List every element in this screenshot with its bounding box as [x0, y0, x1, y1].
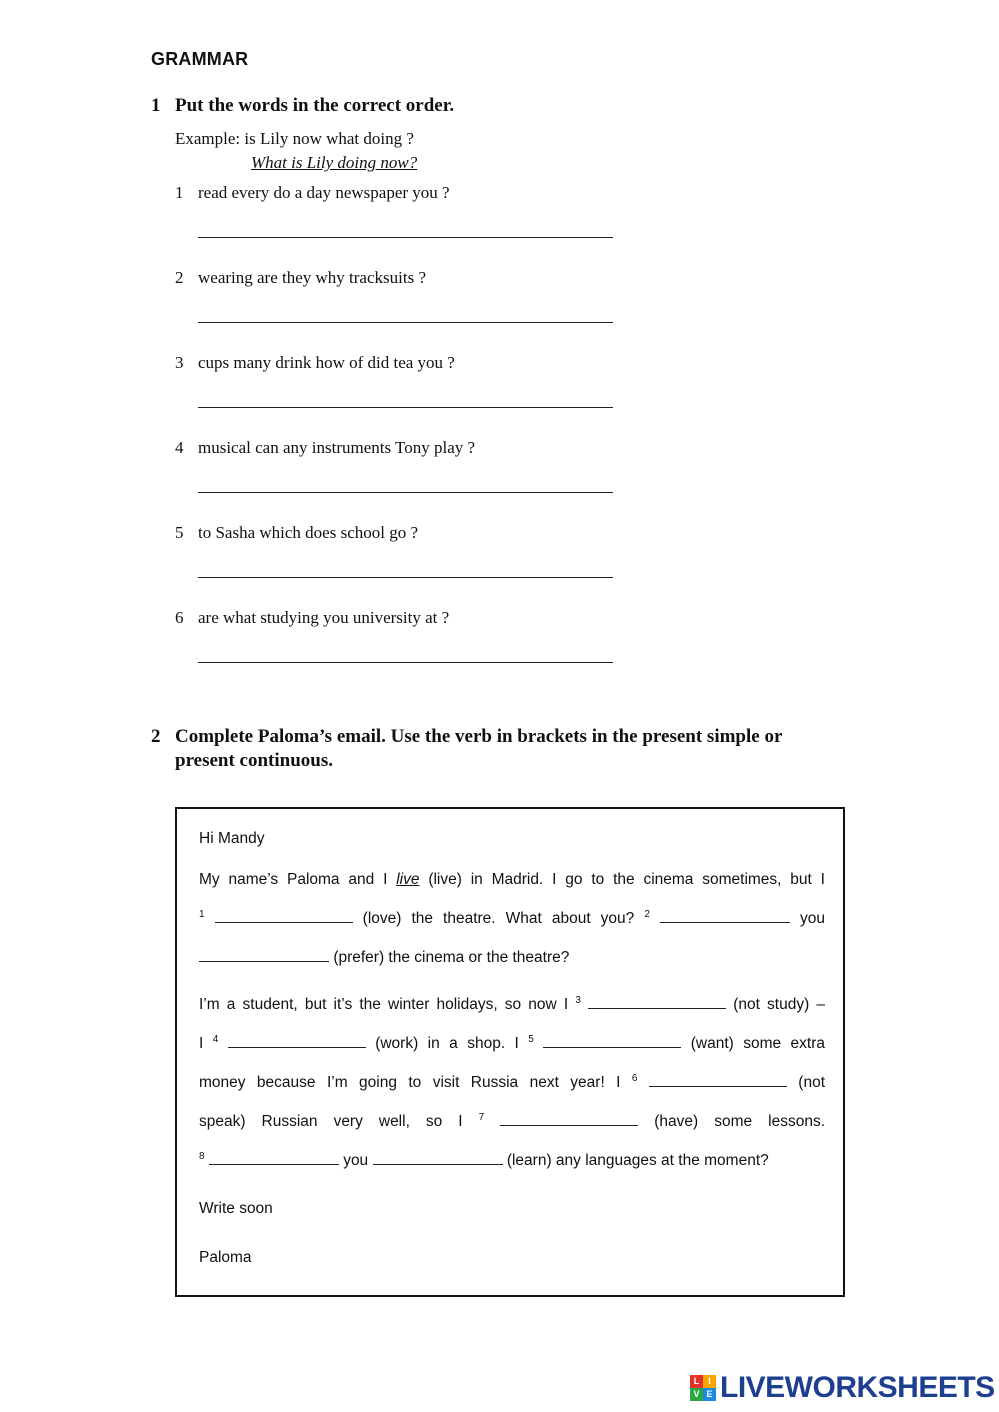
- email-text: (not: [798, 1074, 826, 1091]
- email-line: [199, 985, 825, 1024]
- email-line: [199, 1141, 825, 1180]
- email-closing: [199, 1189, 825, 1228]
- email-line: [199, 938, 825, 977]
- email-text: (have) some lessons.: [654, 1113, 826, 1130]
- live-mark-letter: V: [690, 1388, 703, 1401]
- question-number: 5: [175, 523, 184, 542]
- email-text: (prefer) the cinema or the theatre?: [333, 949, 570, 966]
- liveworksheets-logo: [690, 1371, 995, 1405]
- email-text: (live) in Madrid. I go to the cinema sometimes, but I: [428, 871, 825, 888]
- gap-number: 5: [528, 1034, 534, 1045]
- question-words: read every do a day newspaper you ?: [198, 183, 450, 202]
- question-words: musical can any instruments Tony play ?: [198, 438, 476, 457]
- question-number: 6: [175, 608, 184, 627]
- gap-4-blank[interactable]: [228, 1033, 366, 1048]
- question-item: [175, 523, 635, 593]
- gap-number: 4: [212, 1034, 219, 1045]
- email-text: (want) some extra: [690, 1035, 826, 1052]
- signature-text: Paloma: [199, 1249, 252, 1266]
- email-line: [199, 1102, 825, 1141]
- closing-text: Write soon: [199, 1200, 273, 1217]
- answer-line[interactable]: [198, 662, 613, 663]
- email-line: [199, 899, 825, 938]
- email-text: (work) in a shop. I: [375, 1035, 519, 1052]
- question-words: to Sasha which does school go ?: [198, 523, 419, 542]
- example-prompt: Example: is Lily now what doing ?: [175, 129, 414, 148]
- question-words: wearing are they why tracksuits ?: [198, 268, 426, 287]
- email-box: [175, 807, 845, 1297]
- exercise-2-instruction-line2: present continuous.: [175, 750, 334, 771]
- exercise-2-number: 2: [151, 726, 161, 747]
- email-line: [199, 860, 825, 899]
- logo-text: LIVEWORKSHEETS: [720, 1371, 995, 1404]
- gap-number: 6: [631, 1073, 638, 1084]
- email-text: you: [343, 1152, 369, 1169]
- email-paragraph-2: [199, 985, 825, 1180]
- gap-8b-blank[interactable]: [373, 1150, 503, 1165]
- exercise-1-title: [151, 95, 454, 117]
- email-greeting: [199, 819, 825, 858]
- answer-line[interactable]: [198, 407, 613, 408]
- exercise-2-instruction-line1: Complete Paloma’s email. Use the verb in brackets in the present simple or: [175, 726, 783, 747]
- gap-7-blank[interactable]: [500, 1111, 638, 1126]
- live-mark-letter: I: [703, 1375, 716, 1388]
- live-mark-letter: E: [703, 1388, 716, 1401]
- gap-number: 2: [644, 909, 650, 920]
- question-item: [175, 183, 635, 253]
- email-line: [199, 1024, 825, 1063]
- example-answer: What is Lily doing now?: [251, 153, 418, 172]
- question-words: are what studying you university at ?: [198, 608, 450, 627]
- question-item: [175, 268, 635, 338]
- email-text: My name’s Paloma and I: [199, 871, 388, 888]
- live-mark-icon: [690, 1375, 716, 1401]
- exercise-1-number: 1: [151, 95, 161, 116]
- exercise-1-instruction: Put the words in the correct order.: [175, 95, 455, 116]
- gap-number: 7: [478, 1112, 485, 1123]
- email-signature: [199, 1238, 825, 1277]
- example-verb: live: [396, 871, 420, 888]
- question-number: 3: [175, 353, 184, 372]
- question-number: 4: [175, 438, 184, 457]
- answer-line[interactable]: [198, 322, 613, 323]
- gap-8a-blank[interactable]: [209, 1150, 339, 1165]
- gap-number: 1: [199, 909, 205, 920]
- exercise-2-title: [151, 725, 841, 773]
- question-number: 2: [175, 268, 184, 287]
- email-line: [199, 1063, 825, 1102]
- email-text: (love) the theatre. What about you?: [362, 910, 635, 927]
- gap-6-blank[interactable]: [649, 1072, 787, 1087]
- email-text: speak) Russian very well, so I: [199, 1113, 463, 1130]
- gap-1-blank[interactable]: [215, 908, 353, 923]
- answer-line[interactable]: [198, 492, 613, 493]
- live-mark-letter: L: [690, 1375, 703, 1388]
- answer-line[interactable]: [198, 577, 613, 578]
- question-item: [175, 608, 635, 678]
- email-text: I: [199, 1035, 204, 1052]
- gap-5-blank[interactable]: [543, 1033, 681, 1048]
- page-heading: GRAMMAR: [151, 49, 249, 69]
- greeting-text: Hi Mandy: [199, 830, 265, 847]
- gap-2a-blank[interactable]: [660, 908, 790, 923]
- email-text: (not study) –: [733, 996, 825, 1013]
- gap-number: 8: [199, 1151, 205, 1162]
- gap-2b-blank[interactable]: [199, 947, 329, 962]
- email-text: (learn) any languages at the moment?: [506, 1152, 769, 1169]
- question-words: cups many drink how of did tea you ?: [198, 353, 455, 372]
- gap-3-blank[interactable]: [588, 994, 726, 1009]
- email-text: you: [800, 910, 825, 927]
- question-item: [175, 353, 635, 423]
- email-text: I’m a student, but it’s the winter holidays, so now I: [199, 996, 569, 1013]
- email-text: money because I’m going to visit Russia next year! I: [199, 1074, 621, 1091]
- answer-line[interactable]: [198, 237, 613, 238]
- question-item: [175, 438, 635, 508]
- email-paragraph-1: [199, 860, 825, 977]
- gap-number: 3: [575, 995, 581, 1006]
- question-number: 1: [175, 183, 184, 202]
